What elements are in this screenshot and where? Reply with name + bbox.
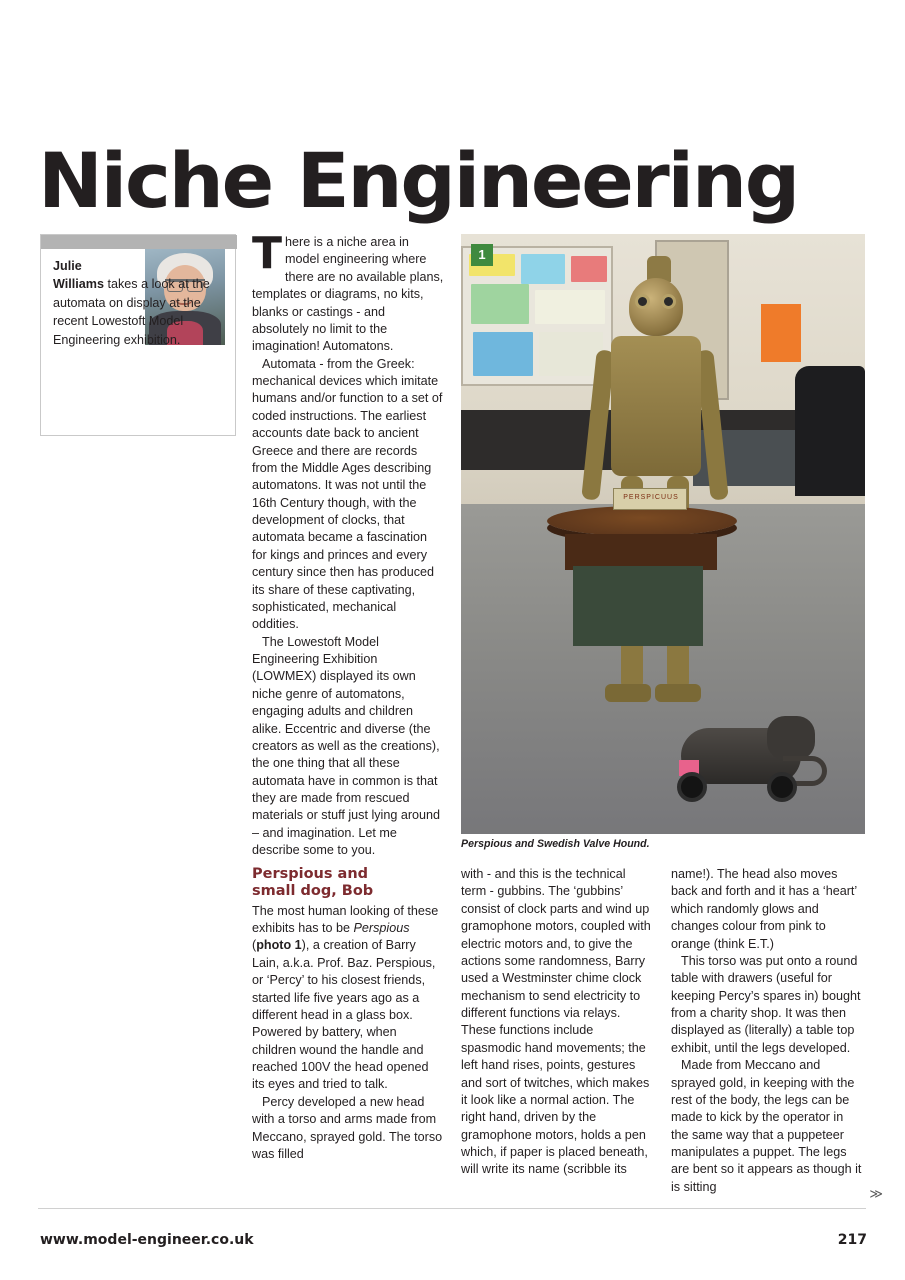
dog-wheel — [767, 772, 797, 802]
section-heading-line-2: small dog, Bob — [252, 882, 374, 899]
automaton-torso — [611, 336, 701, 476]
body-col3-paragraph-2: This torso was put onto a round table with drawers (useful for keeping Percy’s spares in) bought from a charity shop. It was then displayed as (literally) a table top exhibit, until the legs developed. — [671, 953, 861, 1055]
automaton-foot-left — [605, 684, 651, 702]
automaton-arm-left — [581, 349, 615, 500]
body-col1-p1-a: The most human looking of these exhibits has to be — [252, 903, 439, 935]
intro-column — [252, 228, 444, 860]
body-col3-paragraph-1: name!). The head also moves back and forth and it has a ‘heart’ which randomly glows and changes colour from pink to orange (think E.T.) — [671, 867, 857, 951]
author-last-name: Williams — [53, 277, 104, 292]
swedish-valve-hound — [671, 704, 831, 814]
body-col1-p1-italic: Perspious — [353, 921, 410, 935]
board-note — [473, 332, 533, 376]
lower-body-columns — [252, 866, 865, 1214]
footer-divider — [38, 1208, 866, 1209]
dog-head — [767, 716, 815, 760]
intro-paragraph-1 — [252, 228, 444, 356]
intro-paragraph-3: The Lowestoft Model Engineering Exhibition (LOWMEX) displayed its own niche genre of automatons, engaging adults and children alike. Eccentric and diverse (the creators as well as the creations), the one thing that all these automata have in common is that they are made from rescued materials or stuff just lying around – and imagination. Let me describe some to you. — [252, 634, 441, 858]
drop-cap: T — [252, 228, 283, 279]
body-column-3 — [671, 866, 863, 1196]
photo-orange-poster — [761, 304, 801, 362]
body-col2-paragraph-1: with - and this is the technical term - gubbins. The ‘gubbins’ consist of clock parts and wind up gramophone motors, coupled with electric motors and, to give the actions some randomness, Barry used a Westminster chime clock mechanism to send electricity to different functions via relays. These functions include spasmodic hand movements; the left hand rises, points, gestures and sort of twitches, which makes it look like a normal action. The right hand, driven by the gramophone motors, holds a pen which, if paper is placed beneath, will write its name (scribble its — [461, 867, 651, 1177]
automaton-eye-right — [661, 294, 676, 309]
author-box-top-bar — [41, 235, 237, 249]
round-table-top — [547, 506, 737, 536]
photo-number-badge: 1 — [471, 244, 493, 266]
photo-figure-1 — [461, 234, 865, 834]
photo-office-chair — [795, 366, 865, 496]
board-note — [521, 254, 565, 284]
photo-caption: Perspious and Swedish Valve Hound. — [461, 838, 650, 850]
body-col1-paragraph-1 — [252, 903, 444, 1094]
table-drape — [573, 566, 703, 646]
author-first-name: Julie — [53, 259, 82, 273]
body-col1-p1-b: ( — [252, 938, 257, 953]
body-col3-paragraph-3: Made from Meccano and sprayed gold, in keeping with the rest of the body, the legs can be made to kick by the operator in the same way that a puppeteer manipulates a puppet. The legs are bent so it appears as though it is sitting — [671, 1058, 862, 1194]
section-heading-line-1: Perspious and — [252, 866, 369, 882]
automaton-foot-right — [655, 684, 701, 702]
board-note — [471, 284, 529, 324]
intro-paragraph-2: Automata - from the Greek: mechanical devices which imitate humans and/or function to a set of coded instructions. The earliest accounts date back to ancient Greece and there are records from the Middle Ages describing automatons. It was not until the 16th Century though, with the development of clocks, that automata became a fascination for kings and princes and every century since then has produced its share of these captivating, sophisticated, mechanical oddities. — [252, 356, 443, 632]
body-col1-p1-c: ), a creation of Barry Lain, a.k.a. Prof. Baz. Perspious, or ‘Percy’ to his closest friends, started life five years ago as a different head in a glass box. Powered by battery, when children wound the handle and reached 100V the head opened its eyes and tried to talk. — [252, 938, 436, 1092]
section-heading — [252, 866, 444, 900]
body-col1-p1-bold: photo 1 — [256, 938, 302, 953]
page-title: Niche Engineering — [38, 135, 799, 225]
continued-marker: ≫ — [869, 1186, 883, 1201]
body-column-1 — [252, 866, 444, 1163]
dog-wheel — [677, 772, 707, 802]
footer-page-number: 217 — [837, 1232, 867, 1248]
body-column-2 — [461, 866, 653, 1179]
exhibit-sign-label: PERSPICUUS — [623, 494, 679, 501]
author-byline-rest: takes a look at the automata on display at the recent Lowestoft Model Engineering exhibition. — [53, 277, 210, 347]
footer-website-url: www.model-engineer.co.uk — [40, 1232, 254, 1248]
author-info-box — [40, 234, 236, 436]
automaton-eye-left — [635, 294, 650, 309]
author-byline — [53, 257, 231, 349]
intro-paragraph-1-text: here is a niche area in model engineering where there are no available plans, templates or diagrams, no kits, blanks or castings - and absolutely no limit to the imagination! Automatons. — [252, 235, 444, 354]
exhibit-sign — [613, 488, 687, 510]
body-col1-paragraph-2: Percy developed a new head with a torso and arms made from Meccano, sprayed gold. The torso was filled — [252, 1094, 443, 1161]
round-table-body — [565, 534, 717, 570]
